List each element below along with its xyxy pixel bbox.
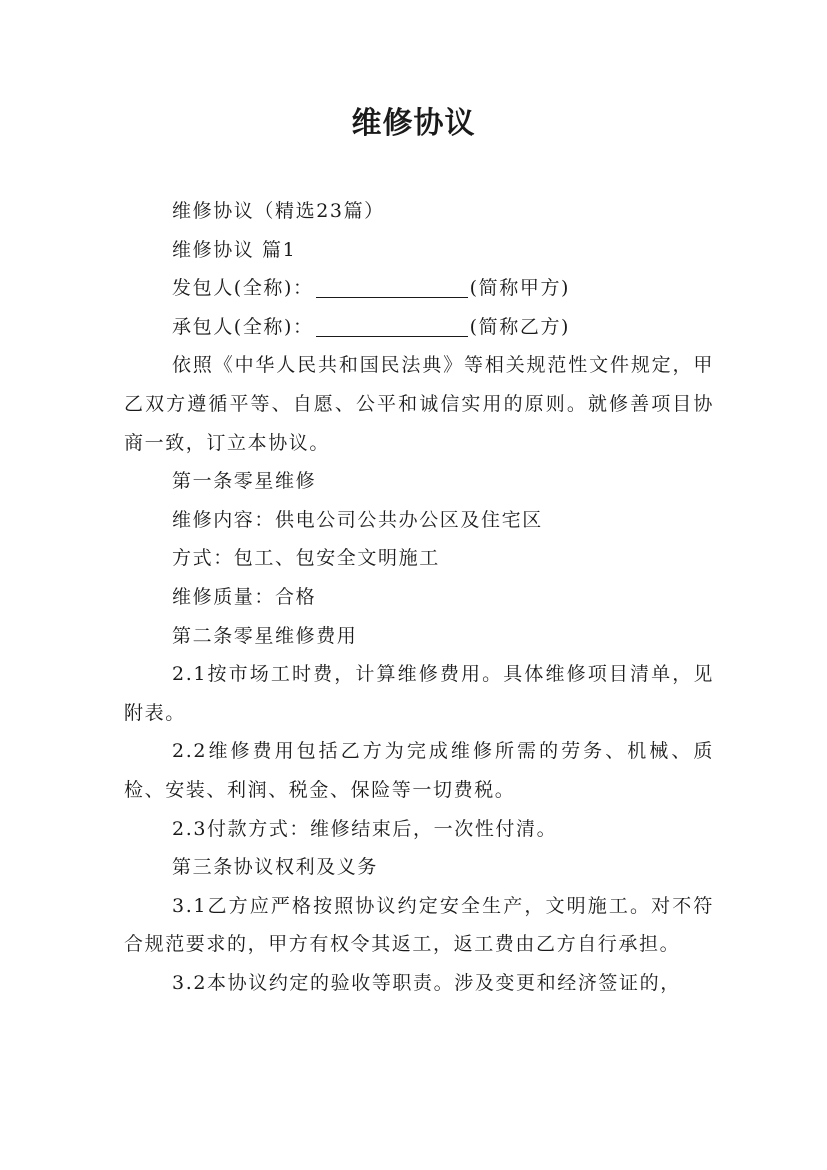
paragraph-repair-quality: 维修质量：合格 bbox=[172, 585, 317, 608]
party-b-label: 承包人(全称)： bbox=[172, 315, 314, 338]
party-b-blank-line bbox=[316, 314, 468, 337]
paragraph-clause-3-1: 3.1乙方应严格按照协议约定安全生产，文明施工。对不符合规范要求的，甲方有权令其返工，返工费由乙方自行承担。 bbox=[124, 894, 714, 956]
paragraph-clause-2-3: 2.3付款方式：维修结束后，一次性付清。 bbox=[172, 817, 558, 840]
paragraph-clause-2-2: 2.2维修费用包括乙方为完成维修所需的劳务、机械、质检、安装、利润、税金、保险等一切费税。 bbox=[124, 740, 714, 801]
paragraph-section-heading: 维修协议 篇1 bbox=[172, 238, 297, 261]
paragraph-article-1-heading: 第一条零星维修 bbox=[172, 470, 317, 493]
paragraph-repair-method: 方式：包工、包安全文明施工 bbox=[172, 547, 440, 570]
paragraph-clause-3-2: 3.2本协议约定的验收等职责。涉及变更和经济签证的， bbox=[172, 971, 681, 994]
paragraph-article-2-heading: 第二条零星维修费用 bbox=[172, 624, 358, 647]
party-a-blank-line bbox=[316, 275, 468, 298]
document-title: 维修协议 bbox=[351, 106, 476, 141]
paragraph-article-3-heading: 第三条协议权利及义务 bbox=[172, 856, 379, 879]
paragraph-subtitle: 维修协议（精选23篇） bbox=[172, 200, 385, 222]
paragraph-repair-content: 维修内容：供电公司公共办公区及住宅区 bbox=[172, 508, 543, 531]
document-body bbox=[124, 192, 714, 1002]
party-a-abbrev: (简称甲方) bbox=[469, 277, 571, 300]
party-b-abbrev: (简称乙方) bbox=[469, 315, 571, 338]
party-a-label: 发包人(全称)： bbox=[172, 277, 314, 300]
paragraph-preamble: 依照《中华人民共和国民法典》等相关规范性文件规定，甲乙双方遵循平等、自愿、公平和诚信实用的原则。就修善项目协商一致，订立本协议。 bbox=[124, 354, 714, 454]
paragraph-party-b bbox=[124, 308, 714, 347]
paragraph-party-a bbox=[124, 269, 714, 308]
paragraph-clause-2-1: 2.1按市场工时费，计算维修费用。具体维修项目清单，见附表。 bbox=[124, 663, 714, 724]
